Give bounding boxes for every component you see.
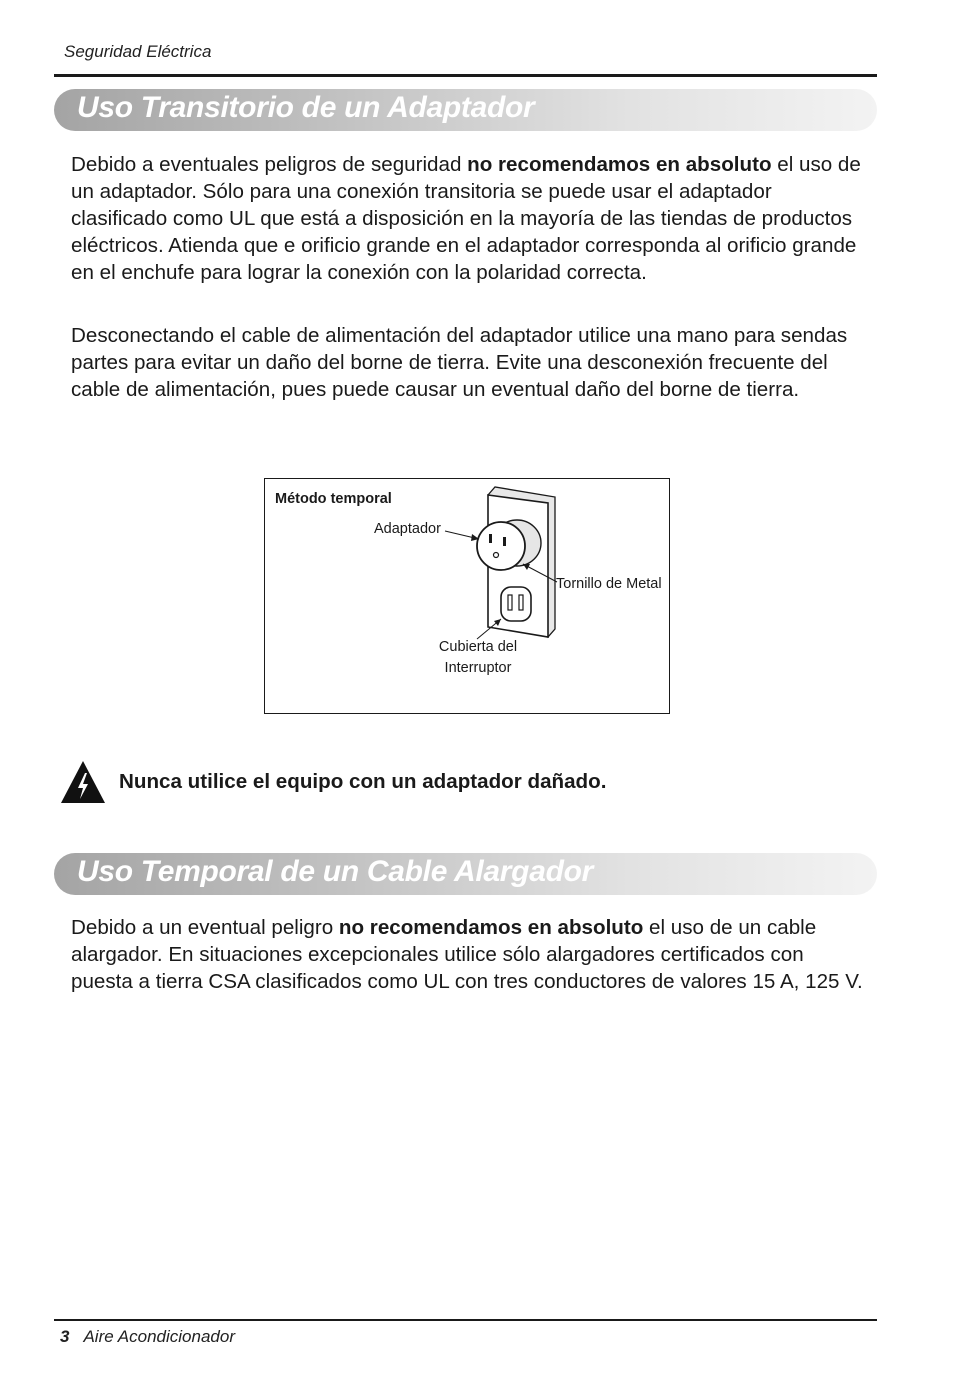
lightning-warning-icon bbox=[60, 760, 106, 804]
paragraph-adapter-intro bbox=[71, 151, 871, 286]
label-switch-cover-line: Interruptor bbox=[444, 660, 512, 676]
section-title: Uso Transitorio de un Adaptador bbox=[77, 91, 535, 124]
page-footer bbox=[60, 1327, 235, 1347]
header-rule bbox=[54, 74, 877, 77]
page-number: 3 bbox=[60, 1327, 70, 1346]
emphasis-text: no recomendamos en absoluto bbox=[467, 153, 772, 176]
warning-text: Nunca utilice el equipo con un adaptador dañado. bbox=[119, 770, 607, 793]
paragraph-text: Debido a un eventual peligro bbox=[71, 916, 339, 939]
section-heading-extension-cord bbox=[54, 853, 877, 895]
paragraph-text: el uso de un cable alargador. En situaciones excepcionales utilice sólo alargadores certificados con puesta a tierra CSA clasificados como UL con tres conductores de valores 15 A, 125 V. bbox=[71, 916, 863, 993]
section-heading-adapter bbox=[54, 89, 877, 131]
section-title: Uso Temporal de un Cable Alargador bbox=[77, 855, 594, 888]
product-name: Aire Acondicionador bbox=[83, 1327, 235, 1346]
label-adapter: Adaptador bbox=[374, 521, 441, 537]
adapter-illustration bbox=[265, 479, 671, 715]
paragraph-text: el uso de un adaptador. Sólo para una conexión transitoria se puede usar el adaptador clasificado como UL que está a disposición en la mayoría de las tiendas de productos eléctricos. Atienda que e orificio grande en el adaptador corresponda al orificio grande en el enchufe para lograr la conexión con la polaridad correcta. bbox=[71, 153, 861, 284]
adapter-figure bbox=[264, 478, 670, 714]
emphasis-text: no recomendamos en absoluto bbox=[338, 916, 644, 939]
paragraph-text: Debido a eventuales peligros de seguridad bbox=[71, 153, 468, 176]
running-header: Seguridad Eléctrica bbox=[64, 42, 212, 61]
paragraph-extension-cord bbox=[71, 914, 871, 995]
figure-title: Método temporal bbox=[275, 491, 392, 507]
paragraph-adapter-disconnect: Desconectando el cable de alimentación del adaptador utilice una mano para sendas partes para evitar un daño del borne de tierra. Evite una desconexión frecuente del cable de alimentación, pues puede causar un eventual daño del borne de tierra. bbox=[71, 324, 848, 401]
label-switch-cover bbox=[415, 637, 541, 679]
footer-rule bbox=[54, 1319, 877, 1321]
label-switch-cover-line: Cubierta del bbox=[438, 639, 518, 655]
label-metal-screw: Tornillo de Metal bbox=[556, 576, 662, 592]
